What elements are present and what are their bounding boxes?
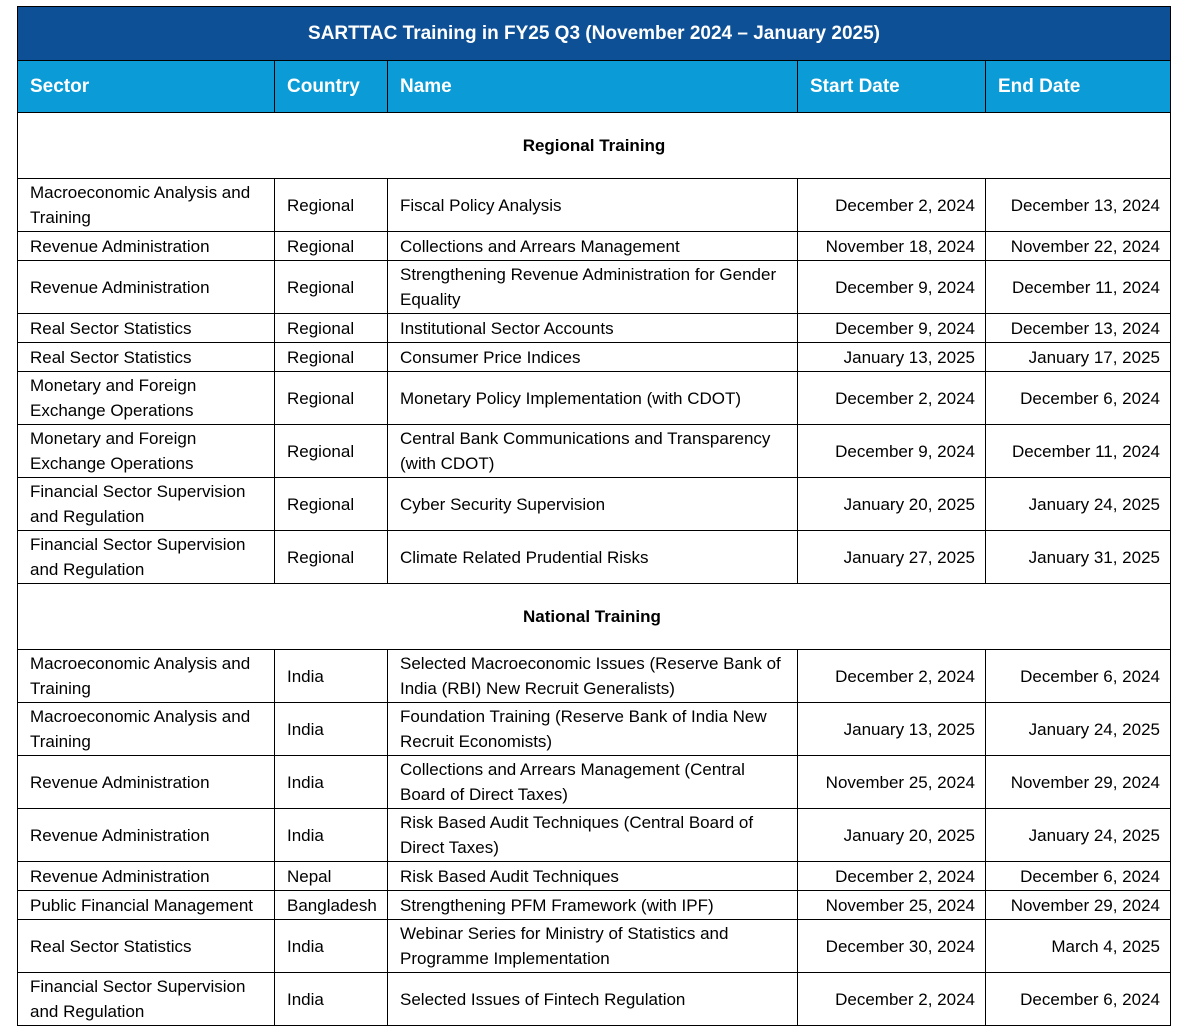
- name-cell: Selected Macroeconomic Issues (Reserve Bank of India (RBI) New Recruit Generalists): [388, 650, 798, 703]
- name-cell: Cyber Security Supervision: [388, 478, 798, 531]
- start-date-cell: December 9, 2024: [798, 314, 986, 343]
- sector-cell: Real Sector Statistics: [18, 314, 275, 343]
- table-row: [18, 891, 1171, 920]
- start-date-cell: December 2, 2024: [798, 862, 986, 891]
- name-cell: Foundation Training (Reserve Bank of India New Recruit Economists): [388, 703, 798, 756]
- name-cell: Risk Based Audit Techniques (Central Board of Direct Taxes): [388, 809, 798, 862]
- start-date-cell: January 20, 2025: [798, 478, 986, 531]
- sector-cell: Macroeconomic Analysis and Training: [18, 650, 275, 703]
- name-cell: Consumer Price Indices: [388, 343, 798, 372]
- start-date-cell: December 2, 2024: [798, 179, 986, 232]
- country-cell: Regional: [275, 425, 388, 478]
- country-cell: Regional: [275, 261, 388, 314]
- sector-cell: Financial Sector Supervision and Regulation: [18, 531, 275, 584]
- column-header-country: Country: [275, 61, 388, 113]
- name-cell: Climate Related Prudential Risks: [388, 531, 798, 584]
- table-row: [18, 478, 1171, 531]
- end-date-cell: January 31, 2025: [986, 531, 1171, 584]
- country-cell: Regional: [275, 372, 388, 425]
- start-date-cell: December 2, 2024: [798, 973, 986, 1026]
- name-cell: Collections and Arrears Management (Central Board of Direct Taxes): [388, 756, 798, 809]
- table-row: [18, 314, 1171, 343]
- sector-cell: Revenue Administration: [18, 232, 275, 261]
- column-header-end-date: End Date: [986, 61, 1171, 113]
- start-date-cell: January 27, 2025: [798, 531, 986, 584]
- table-row: [18, 920, 1171, 973]
- table-row: [18, 756, 1171, 809]
- sector-cell: Financial Sector Supervision and Regulation: [18, 973, 275, 1026]
- start-date-cell: January 20, 2025: [798, 809, 986, 862]
- table-row: [18, 703, 1171, 756]
- end-date-cell: November 29, 2024: [986, 756, 1171, 809]
- sector-cell: Macroeconomic Analysis and Training: [18, 179, 275, 232]
- country-cell: Regional: [275, 232, 388, 261]
- end-date-cell: December 13, 2024: [986, 179, 1171, 232]
- sector-cell: Revenue Administration: [18, 809, 275, 862]
- section-header-national: National Training: [18, 584, 1171, 650]
- sector-cell: Public Financial Management: [18, 891, 275, 920]
- country-cell: India: [275, 809, 388, 862]
- name-cell: Risk Based Audit Techniques: [388, 862, 798, 891]
- table-row: [18, 179, 1171, 232]
- start-date-cell: December 30, 2024: [798, 920, 986, 973]
- table-row: [18, 232, 1171, 261]
- end-date-cell: December 6, 2024: [986, 372, 1171, 425]
- country-cell: Regional: [275, 314, 388, 343]
- start-date-cell: November 25, 2024: [798, 891, 986, 920]
- sector-cell: Monetary and Foreign Exchange Operations: [18, 372, 275, 425]
- country-cell: India: [275, 973, 388, 1026]
- end-date-cell: March 4, 2025: [986, 920, 1171, 973]
- sector-cell: Macroeconomic Analysis and Training: [18, 703, 275, 756]
- end-date-cell: January 17, 2025: [986, 343, 1171, 372]
- end-date-cell: December 6, 2024: [986, 650, 1171, 703]
- start-date-cell: December 9, 2024: [798, 425, 986, 478]
- end-date-cell: January 24, 2025: [986, 809, 1171, 862]
- start-date-cell: January 13, 2025: [798, 343, 986, 372]
- name-cell: Fiscal Policy Analysis: [388, 179, 798, 232]
- start-date-cell: December 2, 2024: [798, 372, 986, 425]
- table-row: [18, 425, 1171, 478]
- name-cell: Strengthening PFM Framework (with IPF): [388, 891, 798, 920]
- table-title: SARTTAC Training in FY25 Q3 (November 2024 – January 2025): [18, 7, 1171, 61]
- section-header-regional: Regional Training: [18, 113, 1171, 179]
- name-cell: Strengthening Revenue Administration for Gender Equality: [388, 261, 798, 314]
- end-date-cell: January 24, 2025: [986, 478, 1171, 531]
- sector-cell: Financial Sector Supervision and Regulation: [18, 478, 275, 531]
- end-date-cell: December 6, 2024: [986, 862, 1171, 891]
- sector-cell: Revenue Administration: [18, 862, 275, 891]
- country-cell: Nepal: [275, 862, 388, 891]
- start-date-cell: November 18, 2024: [798, 232, 986, 261]
- end-date-cell: November 29, 2024: [986, 891, 1171, 920]
- sector-cell: Revenue Administration: [18, 756, 275, 809]
- country-cell: Regional: [275, 343, 388, 372]
- country-cell: Regional: [275, 179, 388, 232]
- table-row: [18, 531, 1171, 584]
- start-date-cell: December 9, 2024: [798, 261, 986, 314]
- end-date-cell: December 6, 2024: [986, 973, 1171, 1026]
- name-cell: Webinar Series for Ministry of Statistics and Programme Implementation: [388, 920, 798, 973]
- country-cell: India: [275, 756, 388, 809]
- column-header-start-date: Start Date: [798, 61, 986, 113]
- country-cell: Regional: [275, 478, 388, 531]
- country-cell: Bangladesh: [275, 891, 388, 920]
- sector-cell: Real Sector Statistics: [18, 920, 275, 973]
- table-row: [18, 372, 1171, 425]
- start-date-cell: December 2, 2024: [798, 650, 986, 703]
- start-date-cell: November 25, 2024: [798, 756, 986, 809]
- country-cell: India: [275, 650, 388, 703]
- end-date-cell: November 22, 2024: [986, 232, 1171, 261]
- name-cell: Monetary Policy Implementation (with CDOT): [388, 372, 798, 425]
- table-row: [18, 973, 1171, 1026]
- end-date-cell: December 11, 2024: [986, 261, 1171, 314]
- country-cell: India: [275, 920, 388, 973]
- sector-cell: Real Sector Statistics: [18, 343, 275, 372]
- sector-cell: Revenue Administration: [18, 261, 275, 314]
- end-date-cell: December 13, 2024: [986, 314, 1171, 343]
- table-row: [18, 862, 1171, 891]
- name-cell: Collections and Arrears Management: [388, 232, 798, 261]
- end-date-cell: December 11, 2024: [986, 425, 1171, 478]
- name-cell: Selected Issues of Fintech Regulation: [388, 973, 798, 1026]
- start-date-cell: January 13, 2025: [798, 703, 986, 756]
- table-row: [18, 343, 1171, 372]
- sector-cell: Monetary and Foreign Exchange Operations: [18, 425, 275, 478]
- name-cell: Institutional Sector Accounts: [388, 314, 798, 343]
- table-row: [18, 261, 1171, 314]
- table-row: [18, 809, 1171, 862]
- training-table-container: [17, 6, 1170, 1026]
- name-cell: Central Bank Communications and Transparency (with CDOT): [388, 425, 798, 478]
- end-date-cell: January 24, 2025: [986, 703, 1171, 756]
- table-row: [18, 650, 1171, 703]
- training-table: [17, 6, 1171, 1026]
- column-header-name: Name: [388, 61, 798, 113]
- country-cell: India: [275, 703, 388, 756]
- country-cell: Regional: [275, 531, 388, 584]
- column-header-sector: Sector: [18, 61, 275, 113]
